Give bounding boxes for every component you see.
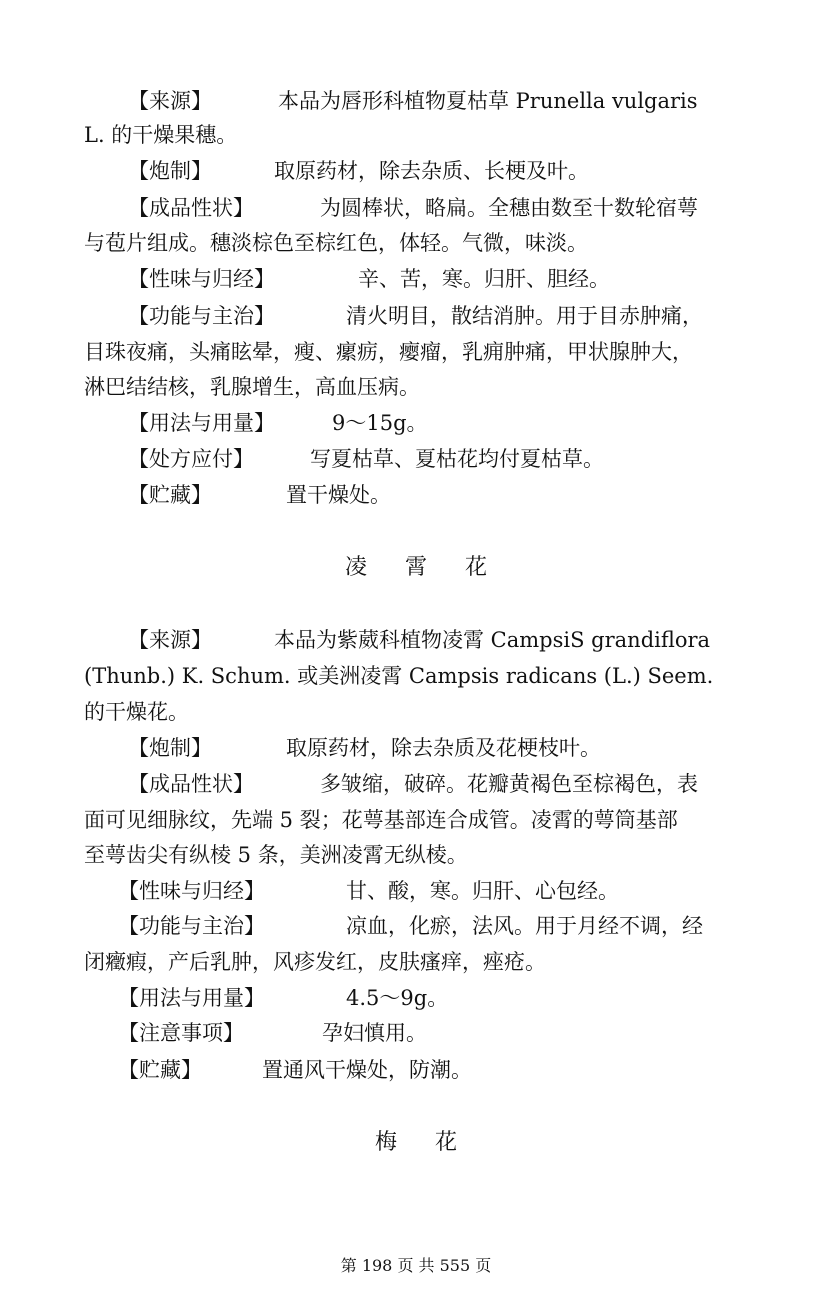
s1-source-line1 xyxy=(84,86,748,116)
s2-char-label: 【成品性状】 xyxy=(128,772,254,796)
s1-process-line xyxy=(84,156,748,186)
s1-func-line1 xyxy=(84,301,748,331)
s1-func-text: 清火明目，散结消肿。用于目赤肿痛， xyxy=(346,304,703,328)
s2-storage-label: 【贮藏】 xyxy=(118,1058,202,1082)
heading3-char-2: 花 xyxy=(435,1130,458,1155)
s1-source-label: 【来源】 xyxy=(128,89,212,113)
s1-storage-label: 【贮藏】 xyxy=(128,483,212,507)
s2-nature-line xyxy=(84,876,748,906)
s2-caution-label: 【注意事项】 xyxy=(118,1021,244,1045)
s1-source-text: 本品为唇形科植物夏枯草 Prunella vulgaris xyxy=(278,89,698,113)
heading2-char-2: 霄 xyxy=(404,555,427,580)
s1-usage-label: 【用法与用量】 xyxy=(128,411,275,435)
s1-char-label: 【成品性状】 xyxy=(128,196,254,220)
s2-source-line3: 的干燥花。 xyxy=(84,700,189,724)
s1-nature-label: 【性味与归经】 xyxy=(128,267,275,291)
s2-usage-label: 【用法与用量】 xyxy=(118,986,265,1010)
s1-source-line2: L. 的干燥果穗。 xyxy=(84,123,238,147)
s1-presc-line xyxy=(84,444,748,474)
s2-source-label: 【来源】 xyxy=(128,628,212,652)
s2-caution-text: 孕妇慎用。 xyxy=(322,1021,427,1045)
s1-storage-text: 置干燥处。 xyxy=(286,483,391,507)
s2-process-line xyxy=(84,733,748,763)
s1-usage-line xyxy=(84,408,748,438)
s2-nature-label: 【性味与归经】 xyxy=(118,879,265,903)
s2-func-line2: 闭癥瘕，产后乳肿，风疹发红，皮肤瘙痒，痤疮。 xyxy=(84,950,546,974)
s1-process-label: 【炮制】 xyxy=(128,159,212,183)
s1-char-line1 xyxy=(84,193,748,223)
s2-char-line1 xyxy=(84,769,748,799)
s1-func-label: 【功能与主治】 xyxy=(128,304,275,328)
s1-func-line2: 目珠夜痛，头痛眩晕，瘦、瘰疬，瘿瘤，乳痈肿痛，甲状腺肿大， xyxy=(84,340,693,364)
s1-nature-line xyxy=(84,264,748,294)
s2-source-text: 本品为紫葳科植物凌霄 CampsiS grandiflora xyxy=(274,628,711,652)
page-footer: 第 198 页 共 555 页 xyxy=(340,1256,492,1275)
section-heading-lingxiaohua xyxy=(0,553,832,583)
s2-func-label: 【功能与主治】 xyxy=(118,914,265,938)
s2-char-line3: 至萼齿尖有纵棱 5 条，美洲凌霄无纵棱。 xyxy=(84,843,468,867)
s1-usage-text: 9～15g。 xyxy=(332,411,428,435)
s2-process-label: 【炮制】 xyxy=(128,736,212,760)
s2-char-line2: 面可见细脉纹，先端 5 裂；花萼基部连合成管。凌霄的萼筒基部 xyxy=(84,808,678,832)
s2-func-line1 xyxy=(84,911,748,941)
s2-usage-text: 4.5～9g。 xyxy=(346,986,449,1010)
s2-source-line2: (Thunb.) K. Schum. 或美洲凌霄 Campsis radicans (L.) Seem. xyxy=(84,664,714,688)
s2-storage-text: 置通风干燥处，防潮。 xyxy=(262,1058,472,1082)
s1-process-text: 取原药材，除去杂质、长梗及叶。 xyxy=(274,159,589,183)
s1-func-line3: 淋巴结结核，乳腺增生，高血压病。 xyxy=(84,375,420,399)
s2-char-text: 多皱缩，破碎。花瓣黄褐色至棕褐色，表 xyxy=(320,772,698,796)
s1-presc-label: 【处方应付】 xyxy=(128,447,254,471)
heading2-char-1: 凌 xyxy=(344,555,367,580)
s1-nature-text: 辛、苦，寒。归肝、胆经。 xyxy=(358,267,610,291)
s2-nature-text: 甘、酸，寒。归肝、心包经。 xyxy=(346,879,619,903)
s2-caution-line xyxy=(84,1018,748,1048)
s2-func-text: 凉血，化瘀，法风。用于月经不调，经 xyxy=(346,914,703,938)
s2-storage-line xyxy=(84,1055,748,1085)
heading2-char-3: 花 xyxy=(465,555,488,580)
s2-process-text: 取原药材，除去杂质及花梗枝叶。 xyxy=(286,736,601,760)
s2-usage-line xyxy=(84,983,748,1013)
s1-storage-line xyxy=(84,480,748,510)
s1-char-line2: 与苞片组成。穗淡棕色至棕红色，体轻。气微，味淡。 xyxy=(84,231,588,255)
section-heading-meihua xyxy=(0,1128,832,1158)
s1-presc-text: 写夏枯草、夏枯花均付夏枯草。 xyxy=(310,447,604,471)
heading3-char-1: 梅 xyxy=(374,1130,397,1155)
s1-char-text: 为圆棒状，略扁。全穗由数至十数轮宿萼 xyxy=(320,196,698,220)
s2-source-line1 xyxy=(84,625,748,655)
